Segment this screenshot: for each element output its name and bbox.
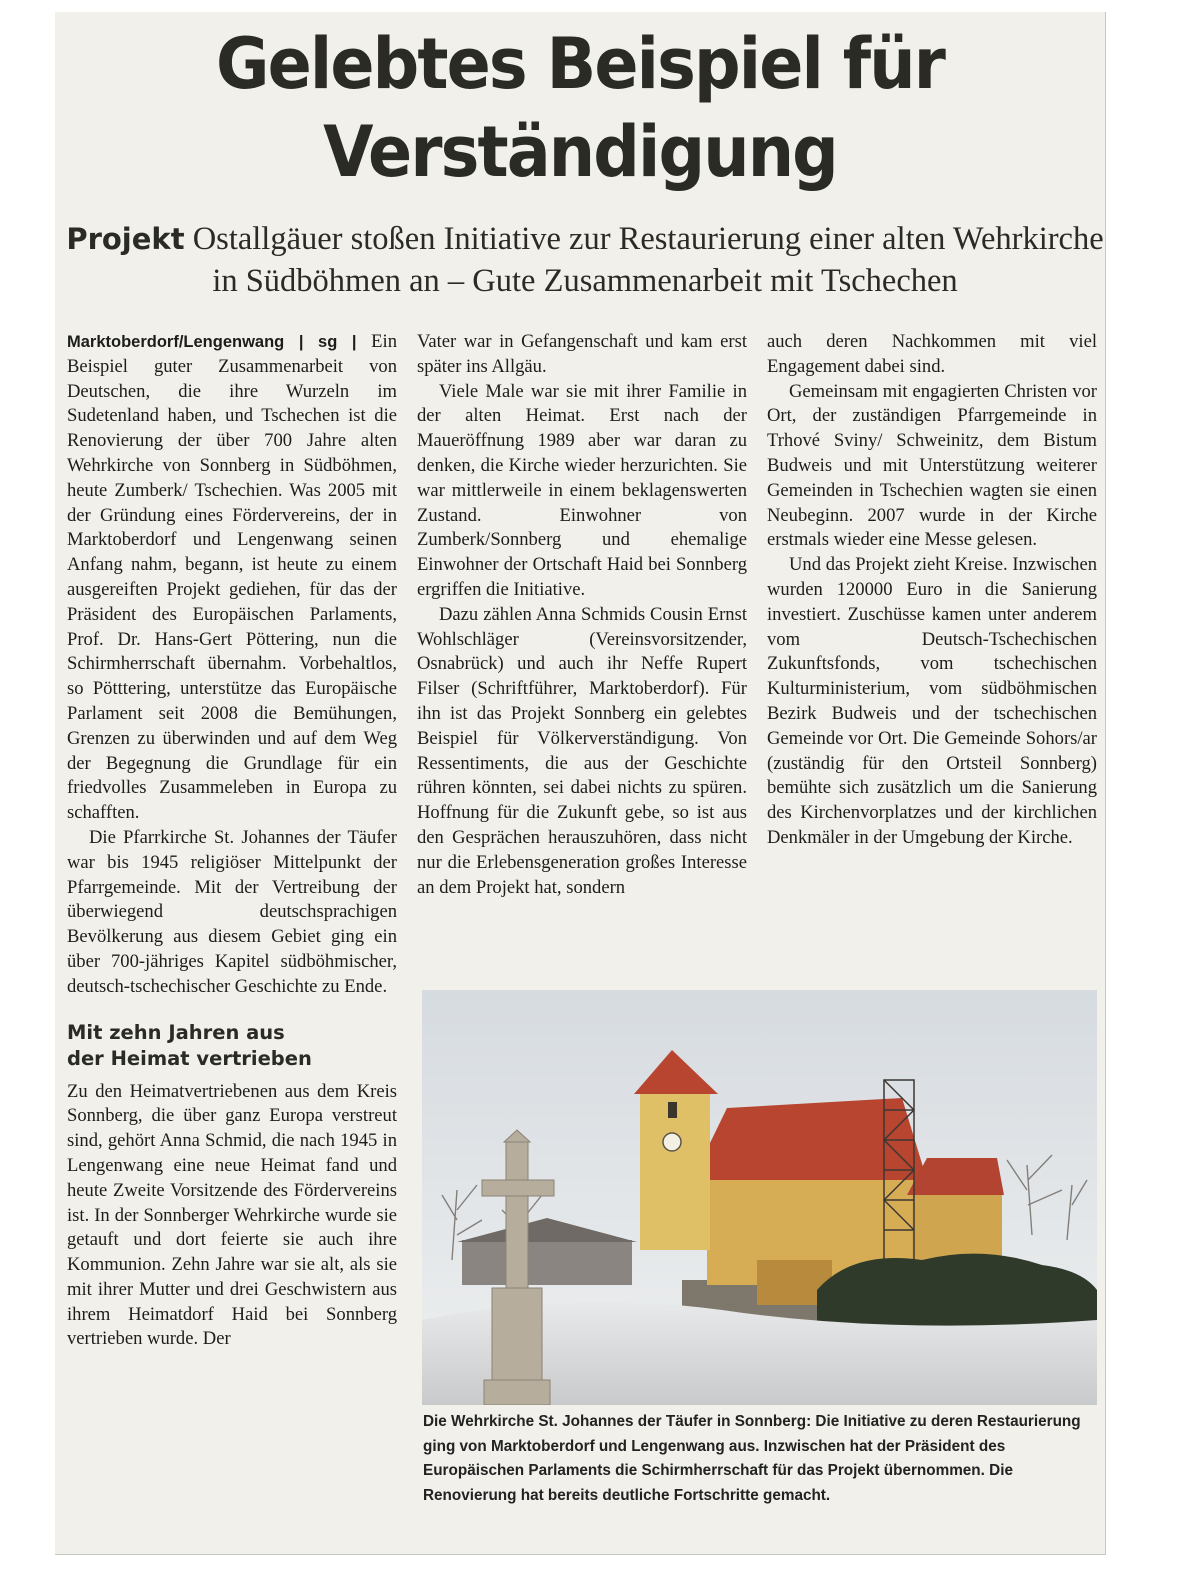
church-photo xyxy=(422,990,1097,1405)
lead-text: Ein Beispiel guter Zusammenarbeit von Deutschen, die ihre Wurzeln im Sudetenland haben, und Tschechen ist die Renovierung der über 700 Jahre alten Wehrkirche von Sonnberg in Südböhmen, heute Zumberk/ Tschechien. Was 2005 mit der Gründung eines Fördervereins, der in Marktoberdorf und Lengenwang seinen Anfang nahm, begann, ist heute zu einem ausgereiften Projekt gediehen, für das der Präsident des Europäischen Parlaments, Prof. Dr. Hans-Gert Pöttering, nun die Schirmherrschaft übernahm. Vorbehaltlos, so Pötttering, unterstütze das Europäische Parlament seit 2008 die Bemühungen, Grenzen zu überwinden und auf dem Weg der Begegnung die Grundlage für ein friedvolles Zusammeleben in Europa zu schafften. xyxy=(67,331,397,824)
column-3 xyxy=(767,330,1097,851)
headline xyxy=(92,20,1069,196)
paragraph: Zu den Heimatvertriebenen aus dem Kreis Sonnberg, die über ganz Europa verstreut sind, gehört Anna Schmid, die nach 1945 in Lengenwang eine neue Heimat fand und heute Zweite Vorsitzende des Fördervereins ist. In der Sonnberger Wehrkirche wurde sie getauft und dort feierte sie auch ihre Kommunion. Zehn Jahre war sie alt, als sie mit ihrer Mutter und drei Geschwistern aus ihrem Heimatdorf Haid bei Sonnberg vertrieben wurde. Der xyxy=(67,1080,397,1350)
section-heading xyxy=(67,1020,397,1072)
paragraph: auch deren Nachkommen mit viel Engagement dabei sind. xyxy=(767,331,1097,377)
section-heading-line-1: Mit zehn Jahren aus xyxy=(67,1020,285,1044)
section-heading-line-2: der Heimat vertrieben xyxy=(67,1046,312,1070)
paragraph: Die Pfarrkirche St. Johannes der Täufer war bis 1945 religiöser Mittelpunkt der Pfarrgemeinde. Mit der Vertreibung der überwiegend deutschsprachigen Bevölkerung aus diesem Gebiet ging ein über 700-jähriges Kapitel südböhmischer, deutsch-tschechischer Geschichte zu Ende. xyxy=(67,826,397,997)
subhead-kicker: Projekt xyxy=(66,222,185,256)
subhead-text: Ostallgäuer stoßen Initiative zur Restaurierung einer alten Wehrkirche in Südböhmen an – Gute Zusammenarbeit mit Tschechen xyxy=(192,221,1104,299)
tower-window xyxy=(668,1102,677,1118)
paragraph: Dazu zählen Anna Schmids Cousin Ernst Wohlschläger (Vereinsvorsitzender, Osnabrück) und auch ihr Neffe Rupert Filser (Schriftführer, Marktoberdorf). Für ihn ist das Projekt Sonnberg ein gelebtes Beispiel für Völkerverständigung. Von Ressentiments, die aus der Geschichte rühren könnten, sei dabei nichts zu spüren. Hoffnung für die Zukunft gebe, so ist aus den Gesprächen herauszuhören, dass nicht nur die Erlebensgeneration großes Interesse an dem Projekt hat, sondern xyxy=(417,603,747,898)
subheadline xyxy=(65,218,1105,302)
column-2 xyxy=(417,330,747,900)
paragraph: Viele Male war sie mit ihrer Familie in der alten Heimat. Erst nach der Maueröffnung 1989 aber war daran zu denken, die Kirche wieder herzurichten. Sie war mittlerweile in einem beklagenswerten Zustand. Einwohner von Zumberk/Sonnberg und ehemalige Einwohner der Ortschaft Haid bei Sonnberg ergriffen die Initiative. xyxy=(417,380,747,600)
headline-line-1: Gelebtes Beispiel für xyxy=(216,23,944,105)
column-1 xyxy=(67,330,397,1352)
paragraph: Gemeinsam mit engagierten Christen vor Ort, der zuständigen Pfarrgemeinde in Trhové Sviny/ Schweinitz, dem Bistum Budweis und mit Unterstützung weiterer Gemeinden in Tschechien wagten sie einen Neubeginn. 2007 wurde in der Kirche erstmals wieder eine Messe gelesen. xyxy=(767,380,1097,551)
newspaper-clipping xyxy=(55,12,1106,1555)
headline-line-2: Verständigung xyxy=(323,111,837,193)
paragraph: Und das Projekt zieht Kreise. Inzwischen wurden 120000 Euro in die Sanierung investiert. Zuschüsse kamen unter anderem vom Deutsch-Tschechischen Zukunftsfonds, vom tschechischen Kulturministerium, vom südböhmischen Bezirk Budweis und der tschechischen Gemeinde vor Ort. Die Gemeinde Sohors/ar (zuständig für den Ortsteil Sonnberg) bemühte sich zusätzlich um die Sanierung des Kirchenvorplatzes und der kirchlichen Denkmäler in der Umgebung der Kirche. xyxy=(767,554,1097,848)
dateline: Marktoberdorf/Lengenwang | sg | xyxy=(67,333,357,351)
paragraph: Vater war in Gefangenschaft und kam erst später ins Allgäu. xyxy=(417,331,747,377)
tower-clock xyxy=(663,1133,681,1151)
lead-paragraph xyxy=(67,330,397,826)
farm-building xyxy=(462,1240,632,1285)
photo-caption: Die Wehrkirche St. Johannes der Täufer in Sonnberg: Die Initiative zu deren Restaurierung ging von Marktoberdorf und Lengenwang aus. Inzwischen hat der Präsident des Europäischen Parlaments die Schirmherrschaft für das Projekt übernommen. Die Renovierung hat bereits deutliche Fortschritte gemacht. xyxy=(423,1413,1081,1504)
